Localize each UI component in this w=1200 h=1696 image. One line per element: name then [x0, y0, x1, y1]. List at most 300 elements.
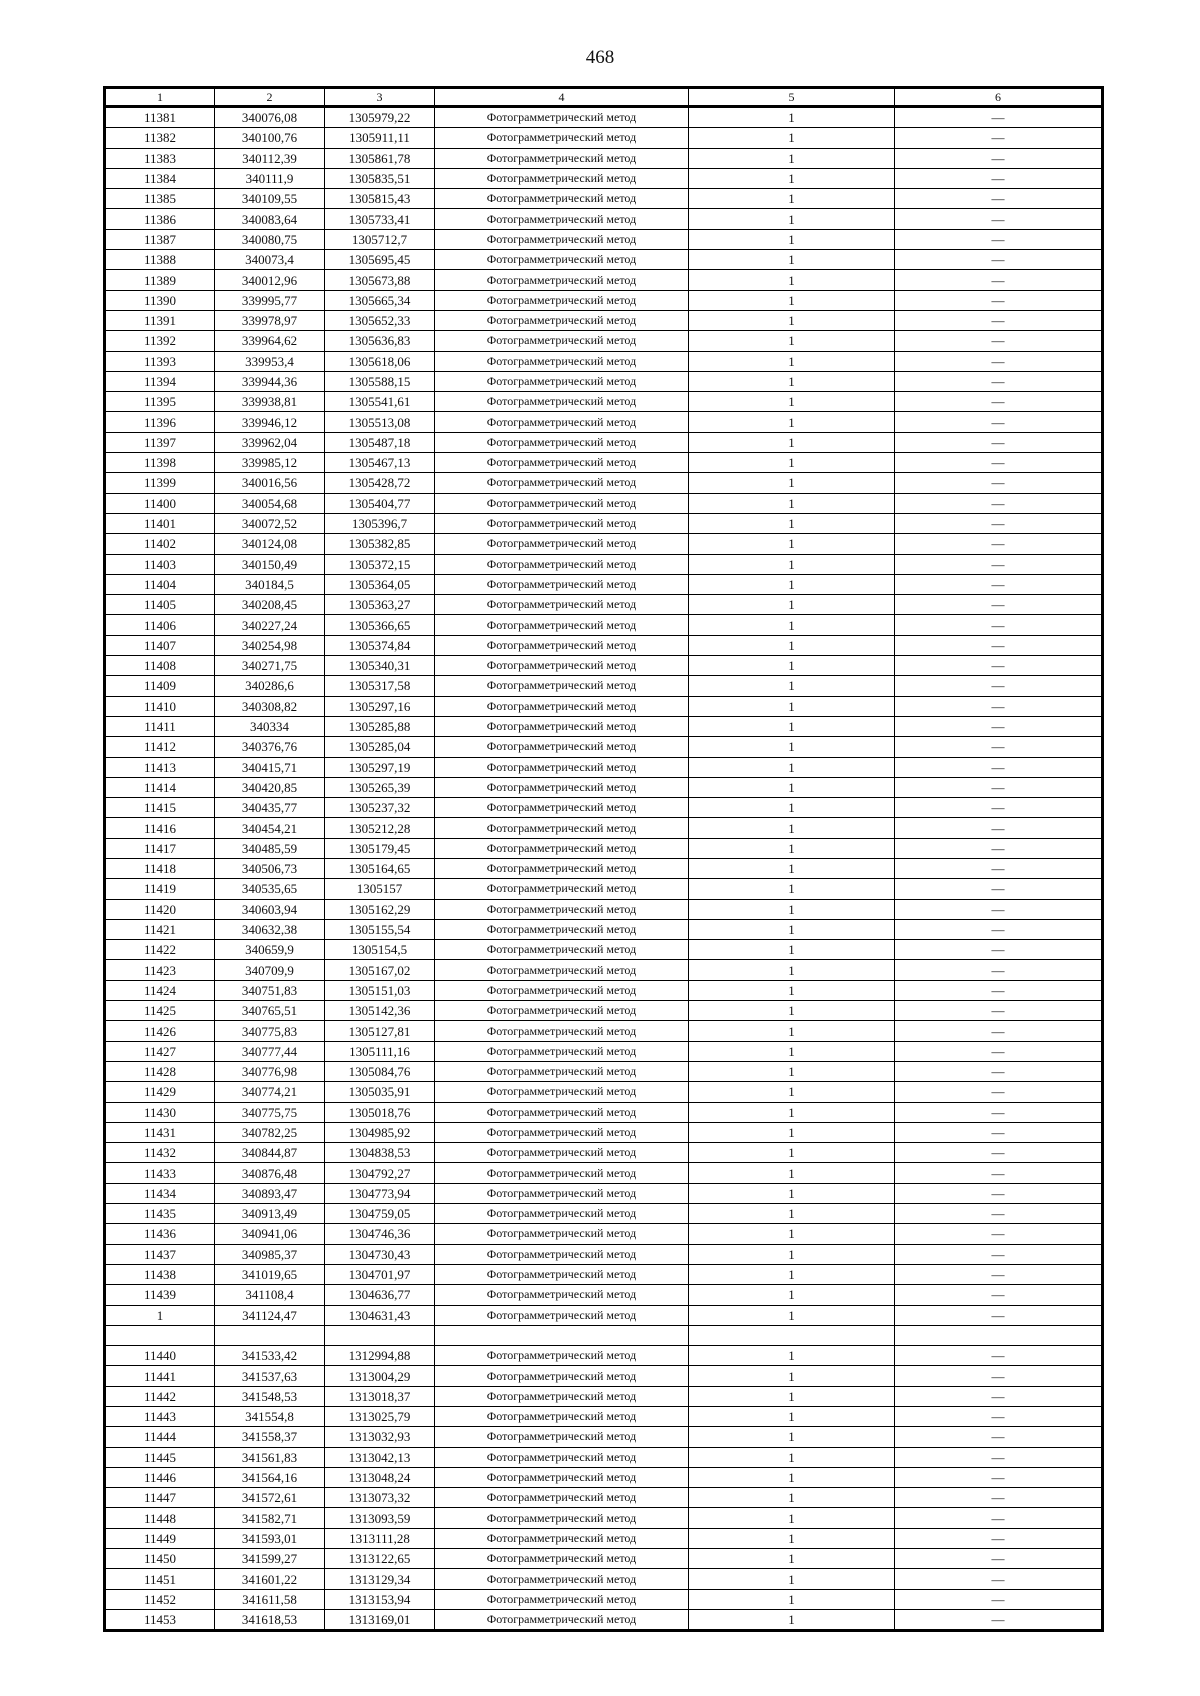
y-coordinate-cell: 1305541,61	[325, 392, 435, 412]
x-coordinate-cell: 341601,22	[215, 1569, 325, 1589]
x-coordinate-cell: 340334	[215, 716, 325, 736]
description-cell: —	[895, 940, 1103, 960]
point-number-cell: 11419	[105, 879, 215, 899]
description-cell: —	[895, 1569, 1103, 1589]
table-row	[105, 148, 1103, 168]
method-cell: Фотограмметрический метод	[435, 290, 689, 310]
point-number-cell: 11395	[105, 392, 215, 412]
y-coordinate-cell: 1305374,84	[325, 635, 435, 655]
point-number-cell: 1	[105, 1305, 215, 1325]
x-coordinate-cell: 340054,68	[215, 493, 325, 513]
accuracy-cell: 1	[689, 534, 895, 554]
y-coordinate-cell: 1305428,72	[325, 473, 435, 493]
accuracy-cell: 1	[689, 148, 895, 168]
accuracy-cell: 1	[689, 554, 895, 574]
accuracy-cell: 1	[689, 1386, 895, 1406]
point-number-cell: 11392	[105, 331, 215, 351]
table-row	[105, 1204, 1103, 1224]
accuracy-cell: 1	[689, 1427, 895, 1447]
y-coordinate-cell: 1305127,81	[325, 1021, 435, 1041]
table-row	[105, 1163, 1103, 1183]
y-coordinate-cell: 1305142,36	[325, 1001, 435, 1021]
point-number-cell: 11390	[105, 290, 215, 310]
x-coordinate-cell: 341599,27	[215, 1549, 325, 1569]
y-coordinate-cell: 1305151,03	[325, 980, 435, 1000]
method-cell: Фотограмметрический метод	[435, 1407, 689, 1427]
table-row	[105, 940, 1103, 960]
y-coordinate-cell: 1313122,65	[325, 1549, 435, 1569]
method-cell: Фотограмметрический метод	[435, 1102, 689, 1122]
x-coordinate-cell: 339946,12	[215, 412, 325, 432]
y-coordinate-cell: 1304838,53	[325, 1143, 435, 1163]
method-cell: Фотограмметрический метод	[435, 980, 689, 1000]
table-row	[105, 432, 1103, 452]
x-coordinate-cell: 340844,87	[215, 1143, 325, 1163]
description-cell: —	[895, 270, 1103, 290]
description-cell: —	[895, 128, 1103, 148]
table-row	[105, 1609, 1103, 1630]
description-cell: —	[895, 1244, 1103, 1264]
method-cell: Фотограмметрический метод	[435, 209, 689, 229]
accuracy-cell: 1	[689, 1082, 895, 1102]
table-row	[105, 209, 1103, 229]
table-row	[105, 919, 1103, 939]
empty-cell	[215, 1325, 325, 1345]
table-row	[105, 1366, 1103, 1386]
y-coordinate-cell: 1313032,93	[325, 1427, 435, 1447]
method-cell: Фотограмметрический метод	[435, 940, 689, 960]
empty-cell	[689, 1325, 895, 1345]
y-coordinate-cell: 1305035,91	[325, 1082, 435, 1102]
method-cell: Фотограмметрический метод	[435, 1061, 689, 1081]
point-number-cell: 11405	[105, 595, 215, 615]
method-cell: Фотограмметрический метод	[435, 148, 689, 168]
accuracy-cell: 1	[689, 1589, 895, 1609]
table-row	[105, 392, 1103, 412]
table-row	[105, 1488, 1103, 1508]
description-cell: —	[895, 453, 1103, 473]
description-cell: —	[895, 1143, 1103, 1163]
accuracy-cell: 1	[689, 1549, 895, 1569]
x-coordinate-cell: 340435,77	[215, 798, 325, 818]
method-cell: Фотограмметрический метод	[435, 858, 689, 878]
empty-cell	[105, 1325, 215, 1345]
point-number-cell: 11397	[105, 432, 215, 452]
x-coordinate-cell: 340893,47	[215, 1183, 325, 1203]
accuracy-cell: 1	[689, 229, 895, 249]
table-row	[105, 1183, 1103, 1203]
method-cell: Фотограмметрический метод	[435, 1427, 689, 1447]
table-row	[105, 1447, 1103, 1467]
accuracy-cell: 1	[689, 1488, 895, 1508]
point-number-cell: 11428	[105, 1061, 215, 1081]
method-cell: Фотограмметрический метод	[435, 960, 689, 980]
table-row	[105, 1143, 1103, 1163]
point-number-cell: 11446	[105, 1467, 215, 1487]
description-cell: —	[895, 1305, 1103, 1325]
description-cell: —	[895, 676, 1103, 696]
y-coordinate-cell: 1305265,39	[325, 777, 435, 797]
accuracy-cell: 1	[689, 209, 895, 229]
accuracy-cell: 1	[689, 250, 895, 270]
x-coordinate-cell: 340073,4	[215, 250, 325, 270]
description-cell: —	[895, 879, 1103, 899]
y-coordinate-cell: 1304792,27	[325, 1163, 435, 1183]
table-row	[105, 1041, 1103, 1061]
x-coordinate-cell: 340112,39	[215, 148, 325, 168]
y-coordinate-cell: 1313018,37	[325, 1386, 435, 1406]
description-cell: —	[895, 737, 1103, 757]
description-cell: —	[895, 1041, 1103, 1061]
description-cell: —	[895, 574, 1103, 594]
table-row	[105, 757, 1103, 777]
x-coordinate-cell: 341561,83	[215, 1447, 325, 1467]
description-cell: —	[895, 1102, 1103, 1122]
table-row	[105, 1021, 1103, 1041]
method-cell: Фотограмметрический метод	[435, 676, 689, 696]
table-row	[105, 331, 1103, 351]
accuracy-cell: 1	[689, 493, 895, 513]
accuracy-cell: 1	[689, 1609, 895, 1630]
accuracy-cell: 1	[689, 676, 895, 696]
x-coordinate-cell: 341548,53	[215, 1386, 325, 1406]
point-number-cell: 11409	[105, 676, 215, 696]
y-coordinate-cell: 1305084,76	[325, 1061, 435, 1081]
method-cell: Фотограмметрический метод	[435, 1285, 689, 1305]
point-number-cell: 11403	[105, 554, 215, 574]
empty-cell	[435, 1325, 689, 1345]
table-row	[105, 189, 1103, 209]
y-coordinate-cell: 1305212,28	[325, 818, 435, 838]
accuracy-cell: 1	[689, 1163, 895, 1183]
accuracy-cell: 1	[689, 1102, 895, 1122]
description-cell: —	[895, 473, 1103, 493]
y-coordinate-cell: 1305673,88	[325, 270, 435, 290]
x-coordinate-cell: 341533,42	[215, 1346, 325, 1366]
y-coordinate-cell: 1305979,22	[325, 107, 435, 128]
table-row	[105, 1001, 1103, 1021]
point-number-cell: 11426	[105, 1021, 215, 1041]
point-number-cell: 11439	[105, 1285, 215, 1305]
method-cell: Фотограмметрический метод	[435, 818, 689, 838]
x-coordinate-cell: 340184,5	[215, 574, 325, 594]
description-cell: —	[895, 960, 1103, 980]
x-coordinate-cell: 341108,4	[215, 1285, 325, 1305]
table-row	[105, 1589, 1103, 1609]
table-row	[105, 858, 1103, 878]
method-cell: Фотограмметрический метод	[435, 737, 689, 757]
accuracy-cell: 1	[689, 1204, 895, 1224]
description-cell: —	[895, 798, 1103, 818]
description-cell: —	[895, 554, 1103, 574]
point-number-cell: 11448	[105, 1508, 215, 1528]
description-cell: —	[895, 777, 1103, 797]
x-coordinate-cell: 340415,71	[215, 757, 325, 777]
accuracy-cell: 1	[689, 980, 895, 1000]
y-coordinate-cell: 1313025,79	[325, 1407, 435, 1427]
point-number-cell: 11438	[105, 1264, 215, 1284]
table-row	[105, 676, 1103, 696]
description-cell: —	[895, 919, 1103, 939]
y-coordinate-cell: 1305157	[325, 879, 435, 899]
point-number-cell: 11407	[105, 635, 215, 655]
method-cell: Фотограмметрический метод	[435, 1609, 689, 1630]
accuracy-cell: 1	[689, 1244, 895, 1264]
point-number-cell: 11425	[105, 1001, 215, 1021]
method-cell: Фотограмметрический метод	[435, 919, 689, 939]
x-coordinate-cell: 341582,71	[215, 1508, 325, 1528]
accuracy-cell: 1	[689, 1569, 895, 1589]
y-coordinate-cell: 1305618,06	[325, 351, 435, 371]
y-coordinate-cell: 1305167,02	[325, 960, 435, 980]
point-number-cell: 11423	[105, 960, 215, 980]
point-number-cell: 11417	[105, 838, 215, 858]
x-coordinate-cell: 340016,56	[215, 473, 325, 493]
point-number-cell: 11449	[105, 1528, 215, 1548]
coordinates-table	[103, 86, 1104, 1632]
description-cell: —	[895, 493, 1103, 513]
y-coordinate-cell: 1313169,01	[325, 1609, 435, 1630]
accuracy-cell: 1	[689, 615, 895, 635]
table-row	[105, 1264, 1103, 1284]
column-header-4: 4	[435, 88, 689, 107]
y-coordinate-cell: 1313093,59	[325, 1508, 435, 1528]
description-cell: —	[895, 432, 1103, 452]
point-number-cell: 11434	[105, 1183, 215, 1203]
table-row	[105, 1122, 1103, 1142]
point-number-cell: 11401	[105, 513, 215, 533]
accuracy-cell: 1	[689, 473, 895, 493]
empty-cell	[325, 1325, 435, 1345]
description-cell: —	[895, 635, 1103, 655]
x-coordinate-cell: 341564,16	[215, 1467, 325, 1487]
description-cell: —	[895, 331, 1103, 351]
point-number-cell: 11384	[105, 168, 215, 188]
table-row	[105, 128, 1103, 148]
method-cell: Фотограмметрический метод	[435, 1183, 689, 1203]
method-cell: Фотограмметрический метод	[435, 1528, 689, 1548]
x-coordinate-cell: 340076,08	[215, 107, 325, 128]
description-cell: —	[895, 1122, 1103, 1142]
y-coordinate-cell: 1305695,45	[325, 250, 435, 270]
y-coordinate-cell: 1304773,94	[325, 1183, 435, 1203]
table-row	[105, 513, 1103, 533]
method-cell: Фотограмметрический метод	[435, 351, 689, 371]
x-coordinate-cell: 339938,81	[215, 392, 325, 412]
point-number-cell: 11413	[105, 757, 215, 777]
point-number-cell: 11412	[105, 737, 215, 757]
accuracy-cell: 1	[689, 1264, 895, 1284]
table-row	[105, 879, 1103, 899]
column-header-3: 3	[325, 88, 435, 107]
point-number-cell: 11406	[105, 615, 215, 635]
accuracy-cell: 1	[689, 270, 895, 290]
y-coordinate-cell: 1305487,18	[325, 432, 435, 452]
y-coordinate-cell: 1312994,88	[325, 1346, 435, 1366]
x-coordinate-cell: 341554,8	[215, 1407, 325, 1427]
point-number-cell: 11430	[105, 1102, 215, 1122]
method-cell: Фотограмметрический метод	[435, 574, 689, 594]
table-row	[105, 1569, 1103, 1589]
method-cell: Фотограмметрический метод	[435, 168, 689, 188]
description-cell: —	[895, 250, 1103, 270]
table-row	[105, 777, 1103, 797]
point-number-cell: 11410	[105, 696, 215, 716]
y-coordinate-cell: 1305363,27	[325, 595, 435, 615]
accuracy-cell: 1	[689, 513, 895, 533]
point-number-cell: 11381	[105, 107, 215, 128]
accuracy-cell: 1	[689, 1041, 895, 1061]
point-number-cell: 11400	[105, 493, 215, 513]
method-cell: Фотограмметрический метод	[435, 371, 689, 391]
x-coordinate-cell: 339978,97	[215, 310, 325, 330]
table-row	[105, 818, 1103, 838]
method-cell: Фотограмметрический метод	[435, 656, 689, 676]
table-row	[105, 1285, 1103, 1305]
y-coordinate-cell: 1305164,65	[325, 858, 435, 878]
method-cell: Фотограмметрический метод	[435, 1021, 689, 1041]
method-cell: Фотограмметрический метод	[435, 331, 689, 351]
accuracy-cell: 1	[689, 899, 895, 919]
description-cell: —	[895, 513, 1103, 533]
y-coordinate-cell: 1305396,7	[325, 513, 435, 533]
method-cell: Фотограмметрический метод	[435, 899, 689, 919]
method-cell: Фотограмметрический метод	[435, 595, 689, 615]
table-row	[105, 1061, 1103, 1081]
point-number-cell: 11388	[105, 250, 215, 270]
description-cell: —	[895, 1488, 1103, 1508]
coordinates-table-container	[103, 86, 1101, 1632]
description-cell: —	[895, 716, 1103, 736]
method-cell: Фотограмметрический метод	[435, 473, 689, 493]
accuracy-cell: 1	[689, 1183, 895, 1203]
description-cell: —	[895, 310, 1103, 330]
x-coordinate-cell: 339985,12	[215, 453, 325, 473]
x-coordinate-cell: 339962,04	[215, 432, 325, 452]
description-cell: —	[895, 392, 1103, 412]
x-coordinate-cell: 340308,82	[215, 696, 325, 716]
table-row	[105, 1346, 1103, 1366]
table-row-separator	[105, 1325, 1103, 1345]
x-coordinate-cell: 340776,98	[215, 1061, 325, 1081]
description-cell: —	[895, 899, 1103, 919]
method-cell: Фотограмметрический метод	[435, 453, 689, 473]
method-cell: Фотограмметрический метод	[435, 1508, 689, 1528]
description-cell: —	[895, 1061, 1103, 1081]
table-row	[105, 980, 1103, 1000]
method-cell: Фотограмметрический метод	[435, 1305, 689, 1325]
x-coordinate-cell: 340271,75	[215, 656, 325, 676]
accuracy-cell: 1	[689, 1001, 895, 1021]
point-number-cell: 11431	[105, 1122, 215, 1142]
y-coordinate-cell: 1305317,58	[325, 676, 435, 696]
x-coordinate-cell: 340420,85	[215, 777, 325, 797]
description-cell: —	[895, 1366, 1103, 1386]
y-coordinate-cell: 1305513,08	[325, 412, 435, 432]
y-coordinate-cell: 1313048,24	[325, 1467, 435, 1487]
point-number-cell: 11447	[105, 1488, 215, 1508]
accuracy-cell: 1	[689, 838, 895, 858]
method-cell: Фотограмметрический метод	[435, 1447, 689, 1467]
y-coordinate-cell: 1305364,05	[325, 574, 435, 594]
x-coordinate-cell: 340100,76	[215, 128, 325, 148]
point-number-cell: 11432	[105, 1143, 215, 1163]
accuracy-cell: 1	[689, 351, 895, 371]
method-cell: Фотограмметрический метод	[435, 1467, 689, 1487]
x-coordinate-cell: 340485,59	[215, 838, 325, 858]
point-number-cell: 11421	[105, 919, 215, 939]
description-cell: —	[895, 1082, 1103, 1102]
y-coordinate-cell: 1305297,19	[325, 757, 435, 777]
x-coordinate-cell: 340985,37	[215, 1244, 325, 1264]
point-number-cell: 11453	[105, 1609, 215, 1630]
y-coordinate-cell: 1305154,5	[325, 940, 435, 960]
accuracy-cell: 1	[689, 1061, 895, 1081]
table-row	[105, 798, 1103, 818]
point-number-cell: 11385	[105, 189, 215, 209]
method-cell: Фотограмметрический метод	[435, 1244, 689, 1264]
column-header-5: 5	[689, 88, 895, 107]
table-row	[105, 716, 1103, 736]
x-coordinate-cell: 341618,53	[215, 1609, 325, 1630]
table-row	[105, 107, 1103, 128]
y-coordinate-cell: 1305372,15	[325, 554, 435, 574]
method-cell: Фотограмметрический метод	[435, 310, 689, 330]
y-coordinate-cell: 1305366,65	[325, 615, 435, 635]
y-coordinate-cell: 1305712,7	[325, 229, 435, 249]
method-cell: Фотограмметрический метод	[435, 1143, 689, 1163]
y-coordinate-cell: 1304631,43	[325, 1305, 435, 1325]
x-coordinate-cell: 340876,48	[215, 1163, 325, 1183]
accuracy-cell: 1	[689, 371, 895, 391]
accuracy-cell: 1	[689, 940, 895, 960]
method-cell: Фотограмметрический метод	[435, 615, 689, 635]
table-row	[105, 615, 1103, 635]
x-coordinate-cell: 340072,52	[215, 513, 325, 533]
table-row	[105, 473, 1103, 493]
method-cell: Фотограмметрический метод	[435, 1001, 689, 1021]
description-cell: —	[895, 1528, 1103, 1548]
table-row	[105, 635, 1103, 655]
table-row	[105, 534, 1103, 554]
method-cell: Фотограмметрический метод	[435, 798, 689, 818]
point-number-cell: 11414	[105, 777, 215, 797]
y-coordinate-cell: 1313129,34	[325, 1569, 435, 1589]
y-coordinate-cell: 1305588,15	[325, 371, 435, 391]
accuracy-cell: 1	[689, 1407, 895, 1427]
accuracy-cell: 1	[689, 412, 895, 432]
method-cell: Фотограмметрический метод	[435, 1122, 689, 1142]
x-coordinate-cell: 339964,62	[215, 331, 325, 351]
x-coordinate-cell: 340777,44	[215, 1041, 325, 1061]
description-cell: —	[895, 209, 1103, 229]
point-number-cell: 11416	[105, 818, 215, 838]
table-body	[105, 107, 1103, 1631]
description-cell: —	[895, 1224, 1103, 1244]
x-coordinate-cell: 340080,75	[215, 229, 325, 249]
method-cell: Фотограмметрический метод	[435, 513, 689, 533]
x-coordinate-cell: 340765,51	[215, 1001, 325, 1021]
accuracy-cell: 1	[689, 1366, 895, 1386]
x-coordinate-cell: 340376,76	[215, 737, 325, 757]
x-coordinate-cell: 340941,06	[215, 1224, 325, 1244]
description-cell: —	[895, 696, 1103, 716]
point-number-cell: 11393	[105, 351, 215, 371]
x-coordinate-cell: 340775,75	[215, 1102, 325, 1122]
method-cell: Фотограмметрический метод	[435, 107, 689, 128]
x-coordinate-cell: 339995,77	[215, 290, 325, 310]
accuracy-cell: 1	[689, 392, 895, 412]
